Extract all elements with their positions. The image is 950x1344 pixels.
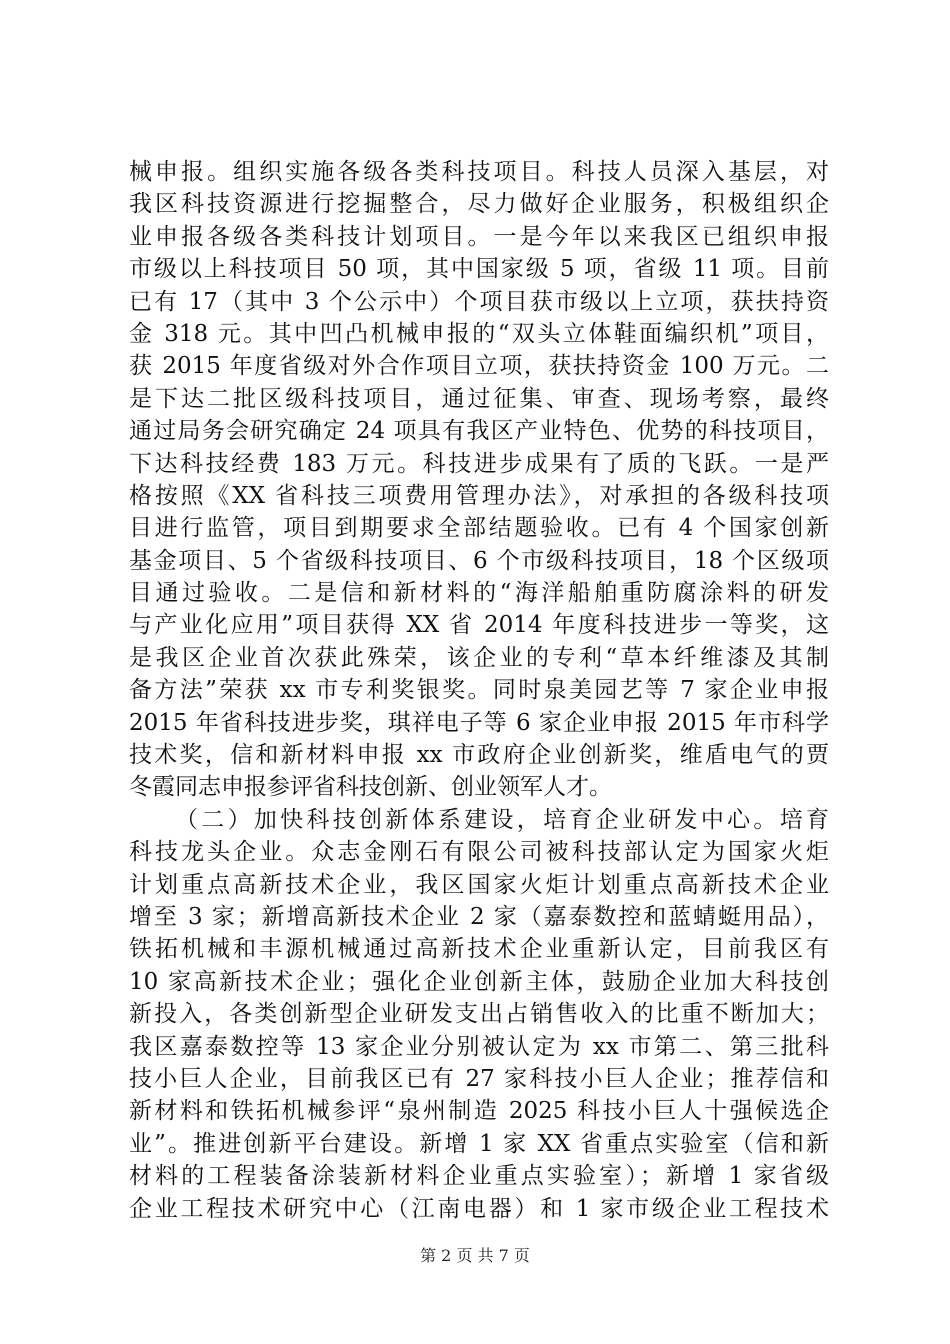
text-line: 新材料和铁拓机械参评“泉州制造 2025 科技小巨人十强候选企 [129,1098,829,1125]
text-line: 市级以上科技项目 50 项，其中国家级 5 项，省级 11 项。目前 [129,256,829,283]
text-line: 目通过验收。二是信和新材料的“海洋船舶重防腐涂料的研发 [129,580,829,607]
text-line: 技术奖，信和新材料申报 xx 市政府企业创新奖，维盾电气的贾 [129,742,829,769]
paragraph-1 [129,156,829,804]
paragraph-2 [129,804,829,1225]
document-body [129,156,829,1225]
text-line: 是我区企业首次获此殊荣，该企业的专利“草本纤维漆及其制 [129,644,829,671]
text-line: 是下达二批区级科技项目，通过征集、审查、现场考察，最终 [129,385,829,412]
text-line: 2015 年省科技进步奖，琪祥电子等 6 家企业申报 2015 年市科学 [129,709,829,736]
text-line: 获 2015 年度省级对外合作项目立项，获扶持资金 100 万元。二 [129,353,829,380]
text-line: 备方法”荣获 xx 市专利奖银奖。同时泉美园艺等 7 家企业申报 [129,677,829,704]
text-line: 基金项目、5 个省级科技项目、6 个市级科技项目，18 个区级项 [129,547,829,574]
text-line: 金 318 元。其中凹凸机械申报的“双头立体鞋面编织机”项目， [129,320,829,347]
text-line: 10 家高新技术企业；强化企业创新主体，鼓励企业加大科技创 [129,968,829,995]
text-line: 业”。推进创新平台建设。新增 1 家 XX 省重点实验室（信和新 [129,1130,829,1157]
text-line: 计划重点高新技术企业，我区国家火炬计划重点高新技术企业 [129,871,829,898]
text-line: 业申报各级各类科技计划项目。一是今年以来我区已组织申报 [129,223,829,250]
text-line: 科技龙头企业。众志金刚石有限公司被科技部认定为国家火炬 [129,839,829,866]
text-line: 新投入，各类创新型企业研发支出占销售收入的比重不断加大； [129,1001,829,1028]
text-line: 增至 3 家；新增高新技术企业 2 家（嘉泰数控和蓝蜻蜓用品）， [129,903,829,930]
text-line: 格按照《XX 省科技三项费用管理办法》，对承担的各级科技项 [129,482,829,509]
text-line: 我区嘉泰数控等 13 家企业分别被认定为 xx 市第二、第三批科 [129,1033,829,1060]
text-line: 铁拓机械和丰源机械通过高新技术企业重新认定，目前我区有 [129,936,829,963]
text-line: （二）加快科技创新体系建设，培育企业研发中心。培育 [175,806,829,833]
page-number-footer: 第 2 页 共 7 页 [420,1246,530,1265]
text-line: 企业工程技术研究中心（江南电器）和 1 家市级企业工程技术 [129,1195,829,1222]
text-line: 目进行监管，项目到期要求全部结题验收。已有 4 个国家创新 [129,515,829,542]
text-line: 材料的工程装备涂装新材料企业重点实验室）；新增 1 家省级 [129,1163,829,1190]
text-line: 下达科技经费 183 万元。科技进步成果有了质的飞跃。一是严 [129,450,829,477]
text-line: 械申报。组织实施各级各类科技项目。科技人员深入基层，对 [129,159,829,185]
text-line: 与产业化应用”项目获得 XX 省 2014 年度科技进步一等奖，这 [129,612,829,639]
text-line: 我区科技资源进行挖掘整合，尽力做好企业服务，积极组织企 [129,191,829,218]
text-line: 冬霞同志申报参评省科技创新、创业领军人才。 [129,774,612,801]
text-line: 技小巨人企业，目前我区已有 27 家科技小巨人企业；推荐信和 [129,1065,829,1092]
text-line: 通过局务会研究确定 24 项具有我区产业特色、优势的科技项目， [129,418,829,445]
text-line: 已有 17（其中 3 个公示中）个项目获市级以上立项，获扶持资 [129,288,829,315]
